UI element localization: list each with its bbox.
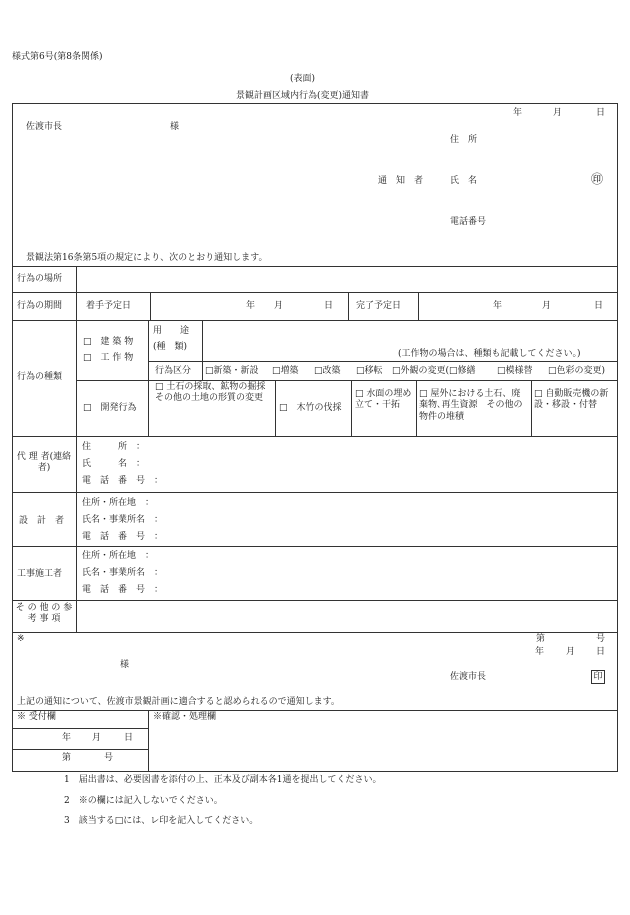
end-year: 年: [493, 301, 503, 311]
page-title: 景観計画区域内行為(変更)通知書: [236, 91, 370, 101]
agent-name-field[interactable]: 氏 名 ：: [82, 459, 146, 469]
start-day: 日: [324, 301, 334, 311]
reply-month: 月: [566, 647, 576, 657]
category-label: 行為区分: [155, 366, 192, 376]
development-checkbox[interactable]: □ 開発行為: [83, 403, 137, 413]
reception-year: 年: [62, 733, 72, 743]
building-checkbox[interactable]: □ 建 築 物: [83, 337, 134, 347]
reception-day: 日: [124, 733, 134, 743]
reply-seal-icon: 印: [591, 670, 605, 684]
category-extension-checkbox[interactable]: □増築: [272, 366, 299, 376]
contractor-name-field[interactable]: 氏名・事業所名 ：: [82, 568, 164, 578]
form-side: (表面): [290, 74, 316, 84]
agent-label: 代 理 者(連絡者): [16, 452, 72, 474]
date-month: 月: [553, 108, 563, 118]
addressee: 佐渡市長: [26, 122, 63, 132]
remarks-field[interactable]: [78, 602, 616, 630]
reply-mayor: 佐渡市長: [450, 672, 487, 682]
category-color-checkbox[interactable]: □色彩の変更): [548, 366, 606, 376]
addressee-honorific: 様: [170, 122, 180, 132]
note-2: 2 ※の欄には記入しないでください。: [64, 796, 223, 806]
notice-statement: 景観法第16条第5項の規定により、次のとおり通知します。: [26, 253, 268, 263]
place-label: 行為の場所: [17, 274, 63, 284]
form-number: 様式第6号(第8条関係): [12, 52, 103, 62]
period-label: 行為の期間: [17, 301, 63, 311]
address-label: 住 所: [450, 135, 478, 145]
date-day: 日: [596, 108, 606, 118]
date-year: 年: [513, 108, 523, 118]
contractor-label: 工事施工者: [17, 569, 63, 579]
reception-no-suffix: 号: [104, 753, 114, 763]
designer-phone-field[interactable]: 電 話 番 号 ：: [82, 532, 164, 542]
note-3: 3 該当する□には、レ印を記入してください。: [64, 816, 259, 826]
agent-address-field[interactable]: 住 所 ：: [82, 442, 146, 452]
structure-checkbox[interactable]: □ 工 作 物: [83, 353, 134, 363]
name-label: 氏 名: [450, 176, 478, 186]
reply-no-prefix: 第: [536, 634, 546, 644]
use-label: 用 途: [153, 326, 190, 336]
start-month: 月: [274, 301, 284, 311]
vending-checkbox[interactable]: □ 自動販売機の新設・移設・付替: [534, 389, 609, 411]
contractor-phone-field[interactable]: 電 話 番 号 ：: [82, 585, 164, 595]
designer-address-field[interactable]: 住所・所在地 ：: [82, 498, 155, 508]
start-year: 年: [246, 301, 256, 311]
bamboo-checkbox[interactable]: □ 木竹の伐採: [279, 403, 342, 413]
phone-label: 電話番号: [450, 217, 487, 227]
category-new-checkbox[interactable]: □新築・新設: [205, 366, 259, 376]
agent-phone-field[interactable]: 電 話 番 号 ：: [82, 476, 164, 486]
contractor-address-field[interactable]: 住所・所在地 ：: [82, 551, 155, 561]
reply-honorific: 様: [120, 660, 130, 670]
reply-no-suffix: 号: [596, 634, 606, 644]
reply-mark: ※: [17, 634, 25, 644]
outdoor-checkbox[interactable]: □ 屋外における土石、廃棄物､再生資源 その他の物件の堆積: [419, 389, 523, 422]
end-month: 月: [542, 301, 552, 311]
reply-statement: 上記の通知について、佐渡市景観計画に適合すると認められるので通知します。: [17, 697, 340, 707]
reception-no-prefix: 第: [62, 753, 72, 763]
use-sub-label: (種 類): [153, 342, 188, 352]
reply-year: 年: [535, 647, 545, 657]
reply-day: 日: [596, 647, 606, 657]
water-checkbox[interactable]: □ 水面の埋め立て・干拓: [355, 389, 412, 411]
remarks-label: そ の 他 の 参 考 事 項: [15, 603, 73, 625]
use-note: (工作物の場合は、種類も記載してください。): [398, 349, 581, 359]
seal-icon: ㊞: [591, 172, 604, 186]
designer-label: 設 計 者: [19, 516, 65, 526]
kind-label: 行為の種類: [17, 372, 63, 382]
place-field[interactable]: [78, 268, 616, 290]
end-day: 日: [594, 301, 604, 311]
check-label: ※確認・処理欄: [153, 712, 217, 722]
category-exterior-checkbox[interactable]: □外観の変更(□修繕: [392, 366, 476, 376]
category-remodel-checkbox[interactable]: □模様替: [497, 366, 533, 376]
category-rebuild-checkbox[interactable]: □改築: [314, 366, 341, 376]
designer-name-field[interactable]: 氏名・事業所名 ：: [82, 515, 164, 525]
notifier-label: 通 知 者: [378, 176, 424, 186]
end-date-label: 完了予定日: [356, 301, 402, 311]
note-1: 1 届出書は、必要図書を添付の上、正本及び副本各1通を提出してください。: [64, 775, 382, 785]
category-relocate-checkbox[interactable]: □移転: [356, 366, 383, 376]
reception-label: ※ 受付欄: [17, 712, 56, 722]
reception-month: 月: [92, 733, 102, 743]
start-date-label: 着手予定日: [86, 301, 132, 311]
soil-checkbox[interactable]: □ 土石の採取、鉱物の掘採 その他の土地の形質の変更: [155, 382, 266, 404]
